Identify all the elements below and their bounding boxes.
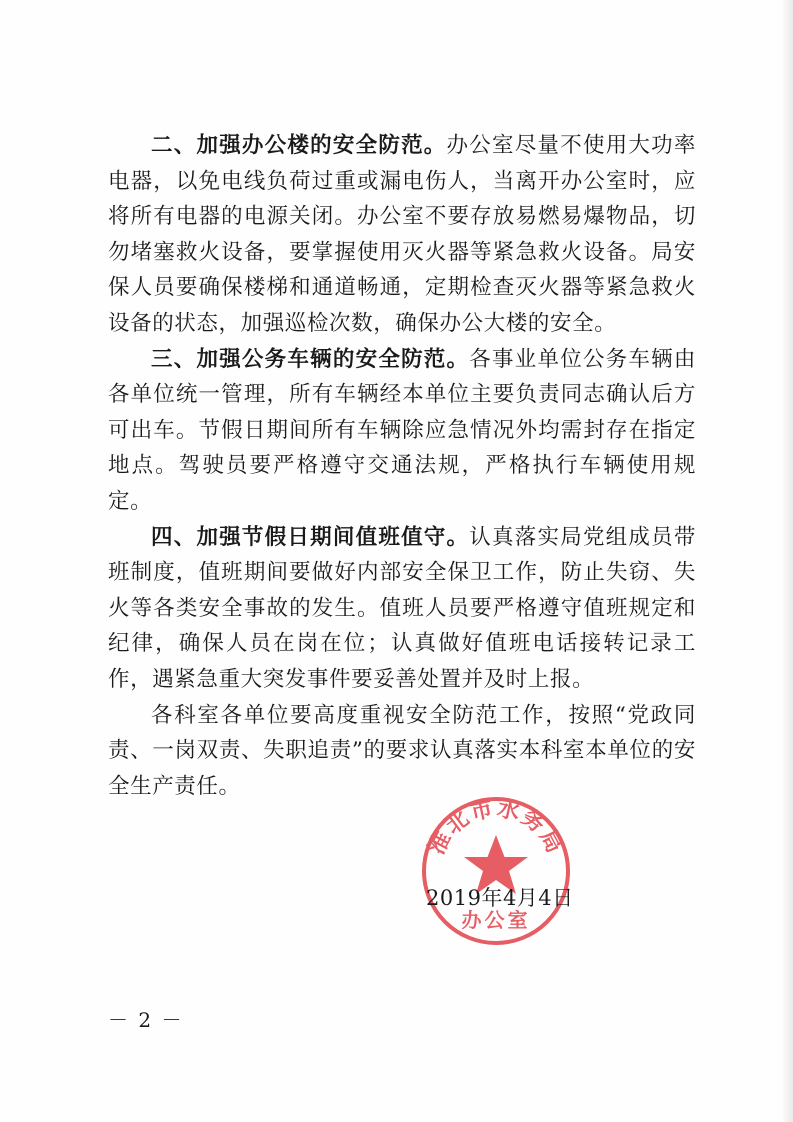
paragraph-office-building-safety bbox=[108, 128, 696, 342]
paragraph-body: 各事业单位公务车辆由各单位统一管理，所有车辆经本单位主要负责同志确认后方可出车。节假日期间所有车辆除应急情况外均需封存在指定地点。驾驶员要严格遵守交通法规，严格执行车辆使用规定。 bbox=[108, 346, 696, 514]
paragraph-holiday-duty bbox=[108, 520, 696, 698]
paragraph-heading: 三、加强公务车辆的安全防范。 bbox=[151, 346, 470, 372]
issue-date: 2019年4月4日 bbox=[426, 886, 574, 910]
paragraph-heading: 二、加强办公楼的安全防范。 bbox=[151, 133, 447, 158]
paragraph-body: 办公室尽量不使用大功率电器，以免电线负荷过重或漏电伤人，当离开办公室时，应将所有电器的电源关闭。办公室不要存放易燃易爆物品，切勿堵塞救火设备，要掌握使用灭火器等紧急救火设备。局安保人员要确保楼梯和通道畅通，定期检查灭火器等紧急救火设备的状态，加强巡检次数，确保办公大楼的安全。 bbox=[108, 133, 696, 336]
official-seal bbox=[420, 795, 572, 947]
seal-bottom-text: 办公室 bbox=[461, 908, 531, 932]
page-number: － 2 － bbox=[108, 1008, 184, 1032]
paragraph-vehicle-safety bbox=[108, 342, 696, 520]
paragraph-heading: 四、加强节假日期间值班值守。 bbox=[151, 524, 470, 550]
document-body bbox=[108, 128, 696, 804]
paragraph-body: 各科室各单位要高度重视安全防范工作，按照“党政同责、一岗双责、失职追责”的要求认真落实本科室本单位的安全生产责任。 bbox=[108, 702, 696, 799]
page-edge-shadow bbox=[783, 0, 793, 1122]
paragraph-responsibility bbox=[108, 698, 696, 805]
paragraph-body: 认真落实局党组成员带班制度，值班期间要做好内部安全保卫工作，防止失窃、失火等各类安全事故的发生。值班人员要严格遵守值班规定和纪律，确保人员在岗在位；认真做好值班电话接转记录工作，遇紧急重大突发事件要妥善处置并及时上报。 bbox=[108, 524, 696, 692]
seal-ring-text: 淮北市水务局 bbox=[424, 796, 568, 859]
